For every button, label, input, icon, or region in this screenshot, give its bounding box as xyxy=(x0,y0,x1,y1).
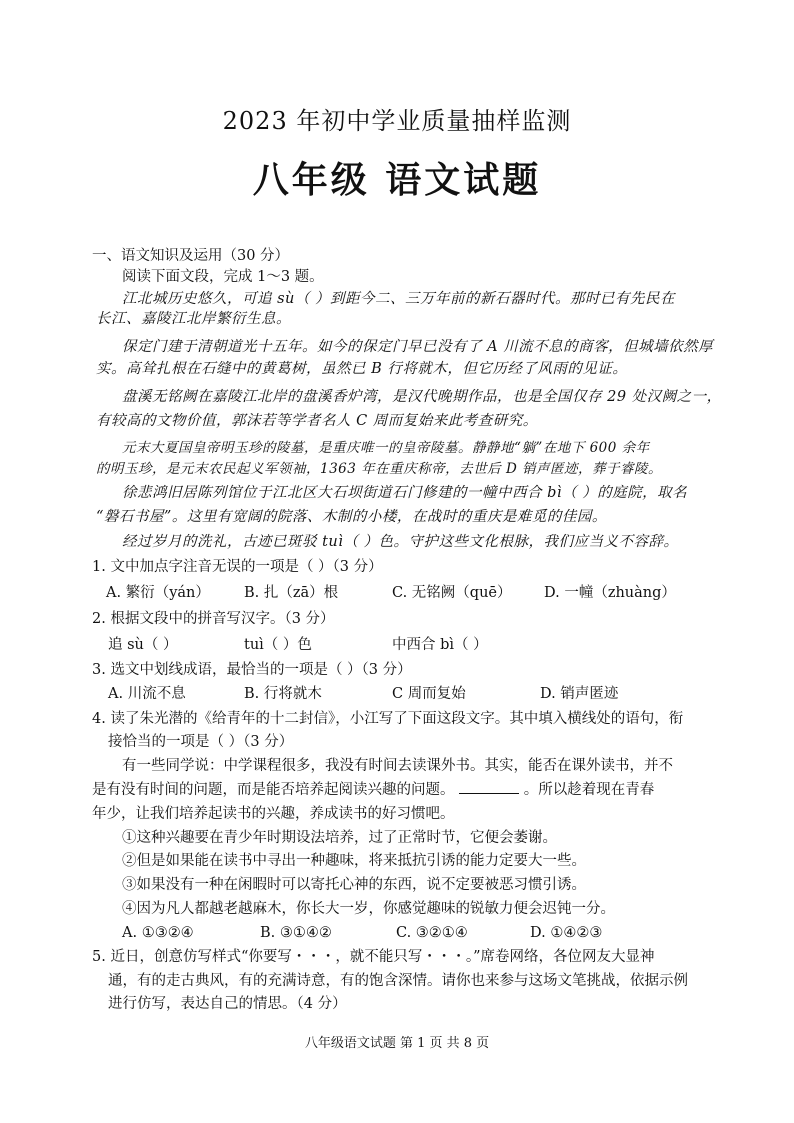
passage-line: 经过岁月的洗礼，古迹已斑驳 tuì（ ）色。守护这些文化根脉，我们应当义不容辞。 xyxy=(122,534,679,550)
q3-option-c: C 周而复始 xyxy=(392,686,466,702)
passage-line: 长江、嘉陵江北岸繁衍生息。 xyxy=(96,311,291,327)
question-5-stem: 5. 近日，创意仿写样式“你要写・・・，就不能只写・・・。”席卷网络，各位网友大显神 xyxy=(92,949,655,965)
q4-paragraph-line: 年少，让我们培养起读书的兴趣，养成读书的好习惯吧。 xyxy=(92,806,455,822)
reading-instruction: 阅读下面文段，完成 1～3 题。 xyxy=(122,269,324,285)
q4-sentence: ③如果没有一种在闲暇时可以寄托心神的东西，说不定要被恶习惯引诱。 xyxy=(122,877,586,893)
section-heading: 一、语文知识及运用（30 分） xyxy=(92,248,290,264)
q4-sentence: ①这种兴趣要在青少年时期设法培养，过了正常时节，它便会萎谢。 xyxy=(122,830,557,846)
q2-item: 追 sù（ ） xyxy=(108,637,178,653)
q3-option-d: D. 销声匿迹 xyxy=(540,686,619,702)
q4-paragraph-line: 有一些同学说：中学课程很多，我没有时间去读课外书。其实，能否在课外读书，并不 xyxy=(122,758,673,774)
q4-option-d: D. ①④②③ xyxy=(530,925,603,941)
q1-option-b: B. 扎（zā）根 xyxy=(244,585,339,601)
passage-line: 保定门建于清朝道光十五年。如今的保定门早已没有了 A 川流不息的商客，但城墙依然厚 xyxy=(122,339,714,355)
passage-line: 盘溪无铭阙在嘉陵江北岸的盘溪香炉湾，是汉代晚期作品，也是全国仅存 29 处汉阙之一， xyxy=(122,389,722,405)
q4-option-c: C. ③②①④ xyxy=(396,925,468,941)
page-footer: 八年级语文试题 第 1 页 共 8 页 xyxy=(304,1036,490,1051)
passage-line: 元末大夏国皇帝明玉珍的陵墓，是重庆唯一的皇帝陵墓。静静地“躺”在地下 600 余年 xyxy=(122,440,650,456)
question-4-stem: 4. 读了朱光潜的《给青年的十二封信》，小江写了下面这段文字。其中填入横线处的语句，衔 xyxy=(92,711,684,727)
q4-sentence: ②但是如果能在读书中寻出一种趣味，将来抵抗引诱的能力定要大一些。 xyxy=(122,853,586,869)
question-5-stem-cont: 进行仿写，表达自己的情思。（4 分） xyxy=(108,996,347,1012)
q2-item: tuì（ ）色 xyxy=(244,637,312,653)
passage-line: “磐石书屋”。这里有宽阔的院落、木制的小楼，在战时的重庆是难觅的佳园。 xyxy=(96,509,607,525)
passage-line: 的明玉珍，是元末农民起义军领袖，1363 年在重庆称帝，去世后 D 销声匿迹，葬于睿陵。 xyxy=(96,461,663,477)
question-1-stem: 1. 文中加点字注音无误的一项是（ ）（3 分） xyxy=(92,559,383,575)
q4-option-a: A. ①③②④ xyxy=(122,925,194,941)
passage-line: 有较高的文物价值，郭沫若等学者名人 C 周而复始来此考查研究。 xyxy=(96,413,538,429)
answer-blank xyxy=(459,781,519,794)
question-3-stem: 3. 选文中划线成语，最恰当的一项是（ ）（3 分） xyxy=(92,662,412,678)
question-2-stem: 2. 根据文段中的拼音写汉字。（3 分） xyxy=(92,611,335,627)
passage-line: 徐悲鸿旧居陈列馆位于江北区大石坝街道石门修建的一幢中西合 bì（ ）的庭院，取名 xyxy=(122,485,688,501)
q4-paragraph-text: 。所以趁着现在青春 xyxy=(523,782,655,798)
question-5-stem-cont: 通，有的走古典风，有的充满诗意，有的饱含深情。请你也来参与这场文笔挑战，依据示例 xyxy=(108,973,688,989)
q1-option-d: D. 一幢（zhuàng） xyxy=(544,585,676,601)
q4-sentence: ④因为凡人都越老越麻木，你长大一岁，你感觉趣味的锐敏力便会迟钝一分。 xyxy=(122,901,615,917)
passage-line: 实。高耸扎根在石缝中的黄葛树，虽然已 B 行将就木，但它历经了风雨的见证。 xyxy=(96,361,628,377)
q1-option-a: A. 繁衍（yán） xyxy=(106,585,210,601)
q4-paragraph-line xyxy=(92,781,654,799)
q4-paragraph-text: 是有没有时间的问题，而是能否培养起阅读兴趣的问题。 xyxy=(92,782,455,798)
exam-subtitle: 八年级 语文试题 xyxy=(252,159,542,201)
q3-option-a: A. 川流不息 xyxy=(108,686,186,702)
q1-option-c: C. 无铭阙（quē） xyxy=(392,585,512,601)
q4-option-b: B. ③①④② xyxy=(260,925,332,941)
passage-line: 江北城历史悠久，可追 sù（ ）到距今二、三万年前的新石器时代。那时已有先民在 xyxy=(122,291,675,307)
question-4-stem-cont: 接恰当的一项是（ ）（3 分） xyxy=(108,734,294,750)
page-title: 2023 年初中学业质量抽样监测 xyxy=(222,107,572,135)
q2-item: 中西合 bì（ ） xyxy=(392,637,488,653)
q3-option-b: B. 行将就木 xyxy=(244,686,322,702)
